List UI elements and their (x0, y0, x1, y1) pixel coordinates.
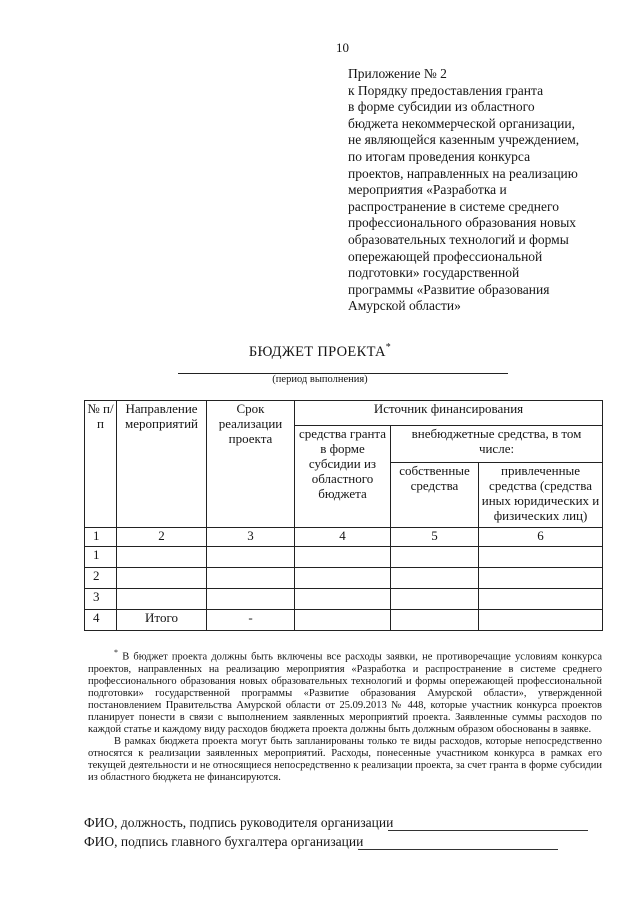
row-num: 4 (85, 610, 117, 631)
signature-accountant-line[interactable] (358, 849, 558, 850)
document-title (0, 342, 640, 361)
header-own: собственные средства (391, 463, 479, 528)
appendix-line: Амурской области» (348, 298, 461, 314)
appendix-line: к Порядку предоставления гранта (348, 82, 544, 98)
appendix-line: опережающей профессиональной (348, 248, 543, 264)
cell-term[interactable] (207, 589, 295, 610)
appendix-line: распространение в системе среднего (348, 198, 559, 214)
footnote-text-1: В бюджет проекта должны быть включены все расходы заявки, не противоречащие условиям конкурса проектов, направленных на реализацию мероприятия «Разработка и распространение в системе среднего профессионального образования новых образовательных технологий и формы опережающей профессиональной подготовки» государственной программы «Развитие образования Амурской области», утвержденной постановлением Правительства Амурской области от 25.09.2013 № 448, которые участник конкурса проектов планирует понести в связи с выполнением заявленных мероприятий проекта. Заявленные суммы расходов по каждой статье и каждому виду расходов бюджета проекта должны быть должным образом обоснованы в заявке. (88, 651, 602, 735)
table-row (85, 589, 603, 610)
appendix-line: Приложение № 2 (348, 66, 447, 81)
header-source: Источник финансирования (295, 401, 603, 426)
cell-grant[interactable] (295, 610, 391, 631)
cell-own[interactable] (391, 589, 479, 610)
cell-direction[interactable] (117, 589, 207, 610)
page-number: 10 (336, 40, 349, 55)
column-number: 3 (207, 528, 295, 547)
cell-own[interactable] (391, 610, 479, 631)
appendix-line: в форме субсидии из областного (348, 99, 535, 115)
cell-term: - (207, 610, 295, 631)
footnote (88, 647, 602, 784)
column-numbers-row (85, 528, 603, 547)
appendix-line: бюджета некоммерческой организации, (348, 115, 575, 131)
budget-table (84, 400, 603, 631)
table-row (85, 547, 603, 568)
header-attracted: привлеченные средства (средства иных юридических и физических лиц) (479, 463, 603, 528)
document-title-text: БЮДЖЕТ ПРОЕКТА (248, 343, 386, 360)
cell-grant[interactable] (295, 589, 391, 610)
row-num: 3 (85, 589, 117, 610)
column-number: 2 (117, 528, 207, 547)
header-num: № п/п (85, 401, 117, 528)
table-row-total (85, 610, 603, 631)
appendix-line: образовательных технологий и формы (348, 231, 569, 247)
cell-attracted[interactable] (479, 547, 603, 568)
cell-grant[interactable] (295, 547, 391, 568)
row-num: 1 (85, 547, 117, 568)
appendix-line: подготовки» государственной (348, 265, 520, 281)
appendix-line: проектов, направленных на реализацию (348, 165, 578, 181)
header-extrabudget: внебюджетные средства, в том числе: (391, 426, 603, 463)
appendix-line: профессионального образования новых (348, 215, 577, 231)
signature-accountant-label: ФИО, подпись главного бухгалтера организации (84, 834, 364, 849)
header-term: Срок реализации проекта (207, 401, 295, 528)
table-row (85, 568, 603, 589)
cell-own[interactable] (391, 547, 479, 568)
cell-grant[interactable] (295, 568, 391, 589)
cell-attracted[interactable] (479, 589, 603, 610)
cell-direction[interactable] (117, 568, 207, 589)
appendix-reference (348, 66, 610, 315)
cell-own[interactable] (391, 568, 479, 589)
footnote-mark: * (114, 648, 118, 657)
column-number: 1 (85, 528, 117, 547)
footnote-paragraph-1 (88, 647, 602, 736)
row-num: 2 (85, 568, 117, 589)
header-grant: средства гранта в форме субсидии из областного бюджета (295, 426, 391, 528)
signature-head-line[interactable] (388, 830, 588, 831)
cell-term[interactable] (207, 568, 295, 589)
header-direction: Направление мероприятий (117, 401, 207, 528)
cell-term[interactable] (207, 547, 295, 568)
cell-total-label: Итого (117, 610, 207, 631)
appendix-line: не являющейся казенным учреждением, (348, 132, 580, 148)
title-footnote-mark: * (385, 342, 392, 353)
column-number: 4 (295, 528, 391, 547)
appendix-line: программы «Развитие образования (348, 281, 550, 297)
cell-direction[interactable] (117, 547, 207, 568)
column-number: 5 (391, 528, 479, 547)
appendix-line: мероприятия «Разработка и (348, 182, 507, 198)
period-caption: (период выполнения) (272, 374, 368, 385)
cell-attracted[interactable] (479, 568, 603, 589)
footnote-paragraph-2: В рамках бюджета проекта могут быть запланированы только те виды расходов, которые непосредственно относятся к реализации заявленных мероприятий. Расходы, понесенные участником конкурса в рамках его текущей деятельности и не относящиеся непосредственно к реализации проекта, за счет гранта в форме субсидии из областного бюджета не финансируются. (88, 735, 602, 783)
cell-attracted[interactable] (479, 610, 603, 631)
appendix-line: по итогам проведения конкурса (348, 148, 531, 164)
column-number: 6 (479, 528, 603, 547)
signature-head-label: ФИО, должность, подпись руководителя организации (84, 815, 394, 830)
